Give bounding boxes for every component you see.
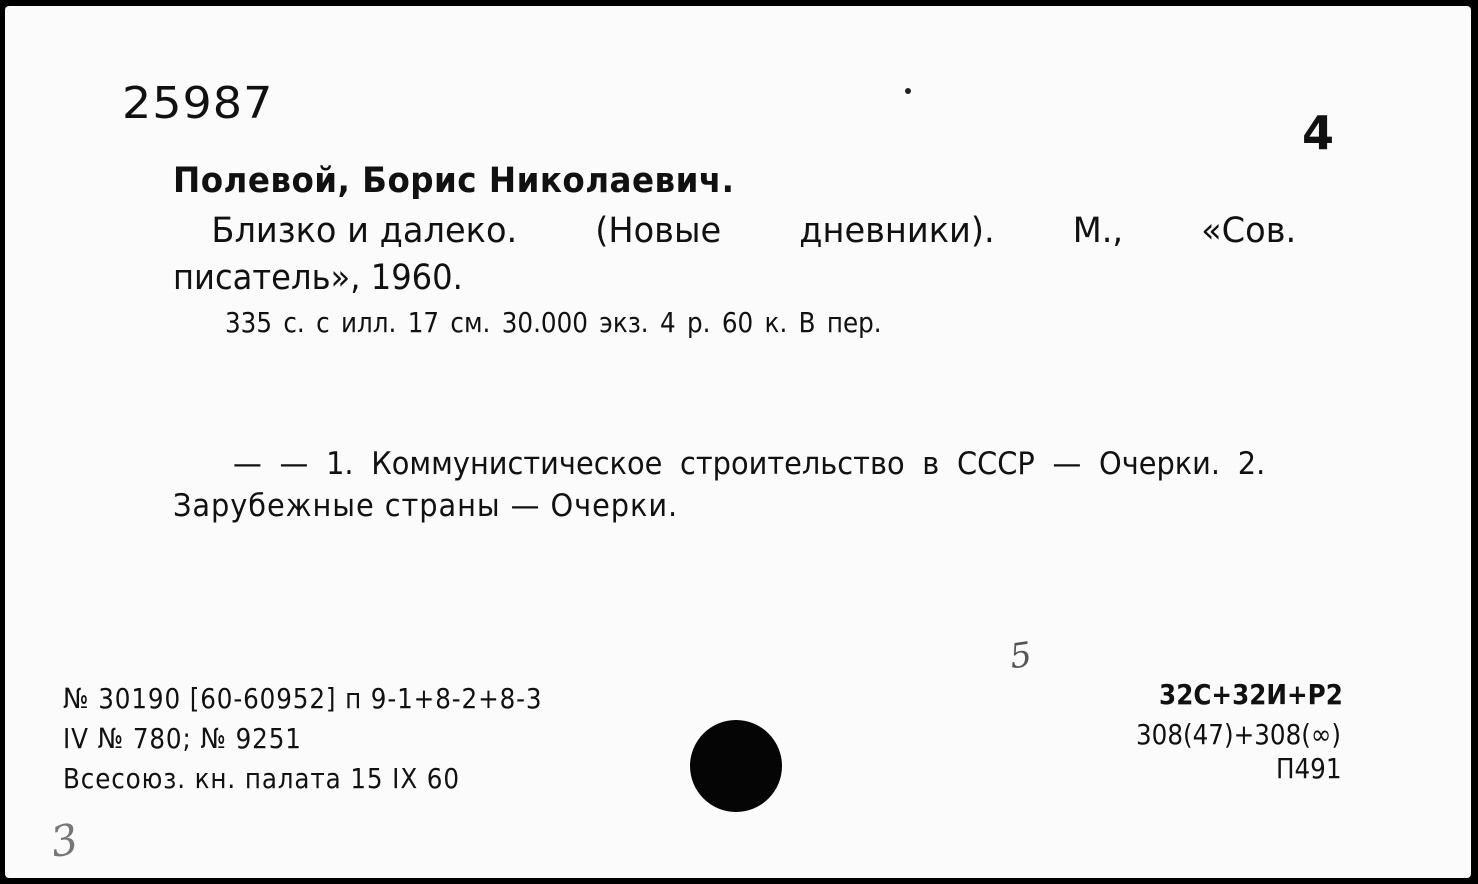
registration-line2: IV № 780; № 9251 <box>63 722 302 755</box>
title-part: (Новые <box>595 211 722 251</box>
title-part: «Сов. <box>1201 211 1297 251</box>
ink-dot <box>905 88 911 94</box>
registration-line3: Всесоюз. кн. палата 15 IX 60 <box>63 762 460 795</box>
title-part: М., <box>1072 211 1124 251</box>
corner-number: 4 <box>1302 106 1335 160</box>
title-part: дневники). <box>799 211 995 251</box>
classification-line2: 308(47)+308(∞) <box>1135 718 1341 751</box>
catalog-card <box>5 6 1471 878</box>
classification-line3: П491 <box>1275 752 1341 785</box>
classification-line1: 32С+32И+Р2 <box>1159 678 1343 711</box>
author-heading: Полевой, Борис Николаевич. <box>173 161 735 201</box>
registration-line1: № 30190 [60-60952] п 9-1+8-2+8-3 <box>63 682 543 715</box>
card-number: 25987 <box>122 77 274 129</box>
publisher-line: писатель», 1960. <box>173 258 463 298</box>
handwritten-scribble: 5 <box>1007 634 1035 678</box>
pencil-mark-icon: 3 <box>46 814 82 867</box>
physical-description: 335 с. с илл. 17 см. 30.000 экз. 4 р. 60 к. В пер. <box>225 306 882 339</box>
title-line <box>173 211 1296 251</box>
subject-headings-line1: — — 1. Коммунистическое строительство в СССР — Очерки. 2. <box>233 446 1266 482</box>
punch-hole <box>690 720 782 812</box>
title-part: Близко и далеко. <box>211 211 518 251</box>
subject-headings-line2: Зарубежные страны — Очерки. <box>173 488 679 524</box>
